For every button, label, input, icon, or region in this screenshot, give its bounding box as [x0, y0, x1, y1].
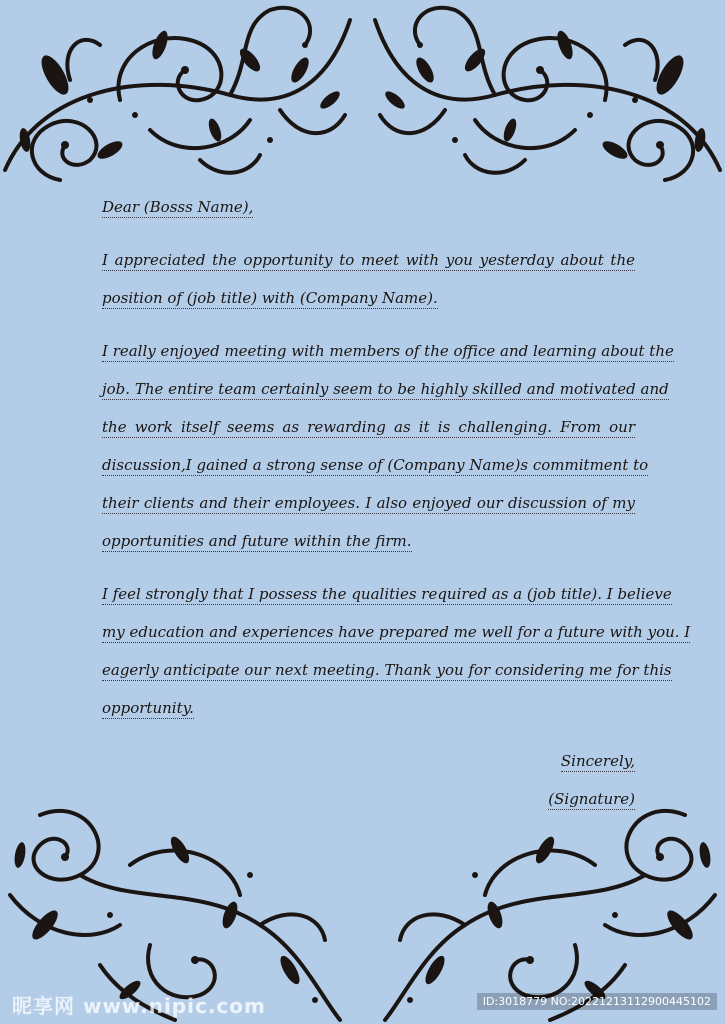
signature: (Signature): [548, 790, 635, 808]
paragraph-3: [102, 577, 691, 729]
letter-line: position of (job title) with (Company Name).: [102, 289, 438, 307]
ornament-top-left: [0, 0, 363, 215]
ornament-top-right: [362, 0, 725, 215]
letter-line: I really enjoyed meeting with members of the office and learning about the: [102, 342, 674, 360]
letter-line: I feel strongly that I possess the qualities required as a (job title). I believe: [102, 585, 672, 603]
letter-line: eagerly anticipate our next meeting. Thank you for considering me for this: [102, 661, 672, 679]
letter-body: [102, 190, 691, 820]
paragraph-2: [102, 334, 674, 562]
letter-line: opportunity.: [102, 699, 194, 717]
closing: Sincerely,: [560, 752, 635, 770]
letter-line: their clients and their employees. I also enjoyed our discussion of my: [102, 494, 635, 512]
letter-line: my education and experiences have prepared me well for a future with you. I: [102, 623, 691, 641]
ornament-bottom-right: [362, 795, 725, 1024]
letter-line: discussion,I gained a strong sense of (Company Name)s commitment to: [102, 456, 649, 474]
letter-line: the work itself seems as rewarding as it is challenging. From our: [102, 418, 635, 436]
paragraph-1: [102, 243, 635, 319]
watermark-id: ID:3018779 NO:20221213112900445102: [477, 993, 717, 1010]
salutation: Dear (Bosss Name),: [102, 198, 254, 216]
watermark-logo: 昵享网 www.nipic.com: [12, 994, 266, 1018]
letter-line: opportunities and future within the firm.: [102, 532, 412, 550]
letter-line: I appreciated the opportunity to meet with you yesterday about the: [102, 251, 635, 269]
letter-line: job. The entire team certainly seem to be highly skilled and motivated and: [102, 380, 669, 398]
